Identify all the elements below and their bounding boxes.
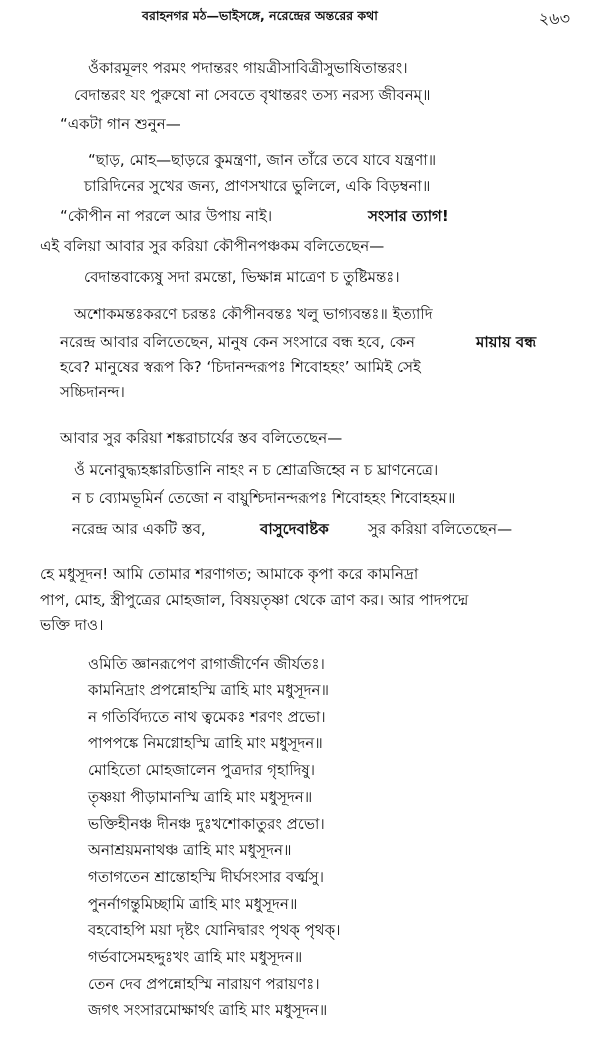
hymn-line: বহবোহপি ময়া দৃষ্টং যোনিদ্বারং পৃথক্ পৃথক্। xyxy=(88,921,341,939)
page-number: ২৬৩ xyxy=(538,9,570,28)
hymn-line: অনাশ্রয়মনাথঞ্চ ত্রাহি মাং মধুসূদন॥ xyxy=(88,841,292,859)
hymn-line: ন গতির্বিদ্যতে নাথ ত্বমেকঃ শরণং প্রভো। xyxy=(88,708,326,726)
hymn-line: গর্ভবাসেমহদ্দুঃখং ত্রাহি মাং মধুসূদন॥ xyxy=(88,948,303,966)
hymn-line: তেন দেব প্রপন্নোহস্মি নারায়ণ পরায়ণঃ। xyxy=(88,975,320,993)
song-line: চারিদিনের সুখের জন্য, প্রাণসখারে ভুলিলে, একি বিড়ম্বনা॥ xyxy=(84,177,431,195)
verse-line: ন চ ব্যোমভূমির্ন তেজো ন বায়ুশ্চিদানন্দরূপঃ শিবোহহং শিবোহহম॥ xyxy=(72,489,456,507)
paragraph-line: হবে? মানুষের স্বরূপ কি? ‘চিদানন্দরূপঃ শিবোহহং’ আমিই সেই xyxy=(60,358,421,376)
page-header xyxy=(0,6,600,32)
song-line: “ছাড়, মোহ—ছাড়রে কুমন্ত্রণা, জান তাঁরে তবে যাবে যন্ত্রণা॥ xyxy=(88,151,437,169)
paragraph-line: “একটা গান শুনুন— xyxy=(60,115,181,133)
hymn-line: গতাগতেন শ্রান্তোহস্মি দীর্ঘসংসার বর্ত্মসু। xyxy=(88,868,324,886)
emphasis-text: বাসুদেবাষ্টক xyxy=(260,520,329,538)
paragraph-line: নরেন্দ্র আবার বলিতেছেন, মানুষ কেন সংসারে বন্ধ হবে, কেন xyxy=(60,333,416,351)
hymn-line: কামনিদ্রাং প্রপন্নোহস্মি ত্রাহি মাং মধুসূদন॥ xyxy=(88,681,329,699)
hymn-line: পাপপঙ্কে নিমগ্নোহস্মি ত্রাহি মাং মধুসূদন॥ xyxy=(88,734,323,752)
paragraph-line: সুর করিয়া বলিতেছেন— xyxy=(368,520,513,538)
paragraph-line: এই বলিয়া আবার সুর করিয়া কৌপীনপঞ্চকম বলিতেছেন— xyxy=(40,237,385,255)
hymn-line: পুনর্নাগন্তুমিচ্ছামি ত্রাহি মাং মধুসূদন॥ xyxy=(88,895,298,913)
paragraph-line: হে মধুসূদন! আমি তোমার শরণাগত; আমাকে কৃপা করে কামনিদ্রা xyxy=(40,565,419,583)
verse-line: ওঁকারমূলং পরমং পদান্তরং গায়ত্রীসাবিত্রীসুভাষিতান্তরং। xyxy=(88,59,408,77)
paragraph-line: পাপ, মোহ, স্ত্রীপুত্রের মোহজাল, বিষয়তৃষ্ণা থেকে ত্রাণ কর। আর পাদপদ্মে xyxy=(40,591,469,609)
verse-line: বেদান্তরং যং পুরুষো না সেবতে বৃথান্তরং তস্য নরস্য জীবনম্॥ xyxy=(74,86,431,104)
hymn-line: ওমিতি জ্ঞানরূপেণ রাগাজীর্ণেন জীর্যতঃ। xyxy=(88,655,325,673)
verse-line: অশোকমন্তঃকরণে চরন্তঃ কৌপীনবন্তঃ খলু ভাগ্যবন্তঃ॥ ইত্যাদি xyxy=(74,305,433,323)
hymn-line: জগৎ সংসারমোক্ষার্থং ত্রাহি মাং মধুসূদন॥ xyxy=(88,1001,328,1019)
paragraph-line: আবার সুর করিয়া শঙ্করাচার্যের স্তব বলিতেছেন— xyxy=(60,429,343,447)
verse-line: ওঁ মনোবুদ্ধ্যহঙ্কারচিত্তানি নাহং ন চ শ্রোত্রজিহ্বে ন চ ঘ্রাণনেত্রে। xyxy=(74,461,439,479)
paragraph-line: ভক্তি দাও। xyxy=(40,616,104,634)
running-head: বরাহনগর মঠ—ভাইসঙ্গে, নরেন্দ্রের অন্তরের কথা xyxy=(142,8,378,23)
hymn-line: ভক্তিহীনঞ্চ দীনঞ্চ দুঃখশোকাতুরং প্রভো। xyxy=(88,815,325,833)
paragraph-line: নরেন্দ্র আর একটি স্তব, xyxy=(72,520,206,538)
hymn-line: মোহিতো মোহজালেন পুত্রদার গৃহাদিষু। xyxy=(88,761,315,779)
verse-line: বেদান্তবাক্যেষু সদা রমন্তো, ভিক্ষান্ন মাত্রেণ চ তুষ্টিমন্তঃ। xyxy=(84,268,400,286)
emphasis-text: সংসার ত্যাগ! xyxy=(368,207,449,225)
hymn-line: তৃষ্ণয়া পীড়ামানস্মি ত্রাহি মাং মধুসূদন॥ xyxy=(88,788,313,806)
emphasis-text: মায়ায় বন্ধ xyxy=(476,333,537,351)
paragraph-line: “কৌপীন না পরলে আর উপায় নাই। xyxy=(60,207,273,225)
paragraph-line: সচ্চিদানন্দ। xyxy=(60,383,125,401)
